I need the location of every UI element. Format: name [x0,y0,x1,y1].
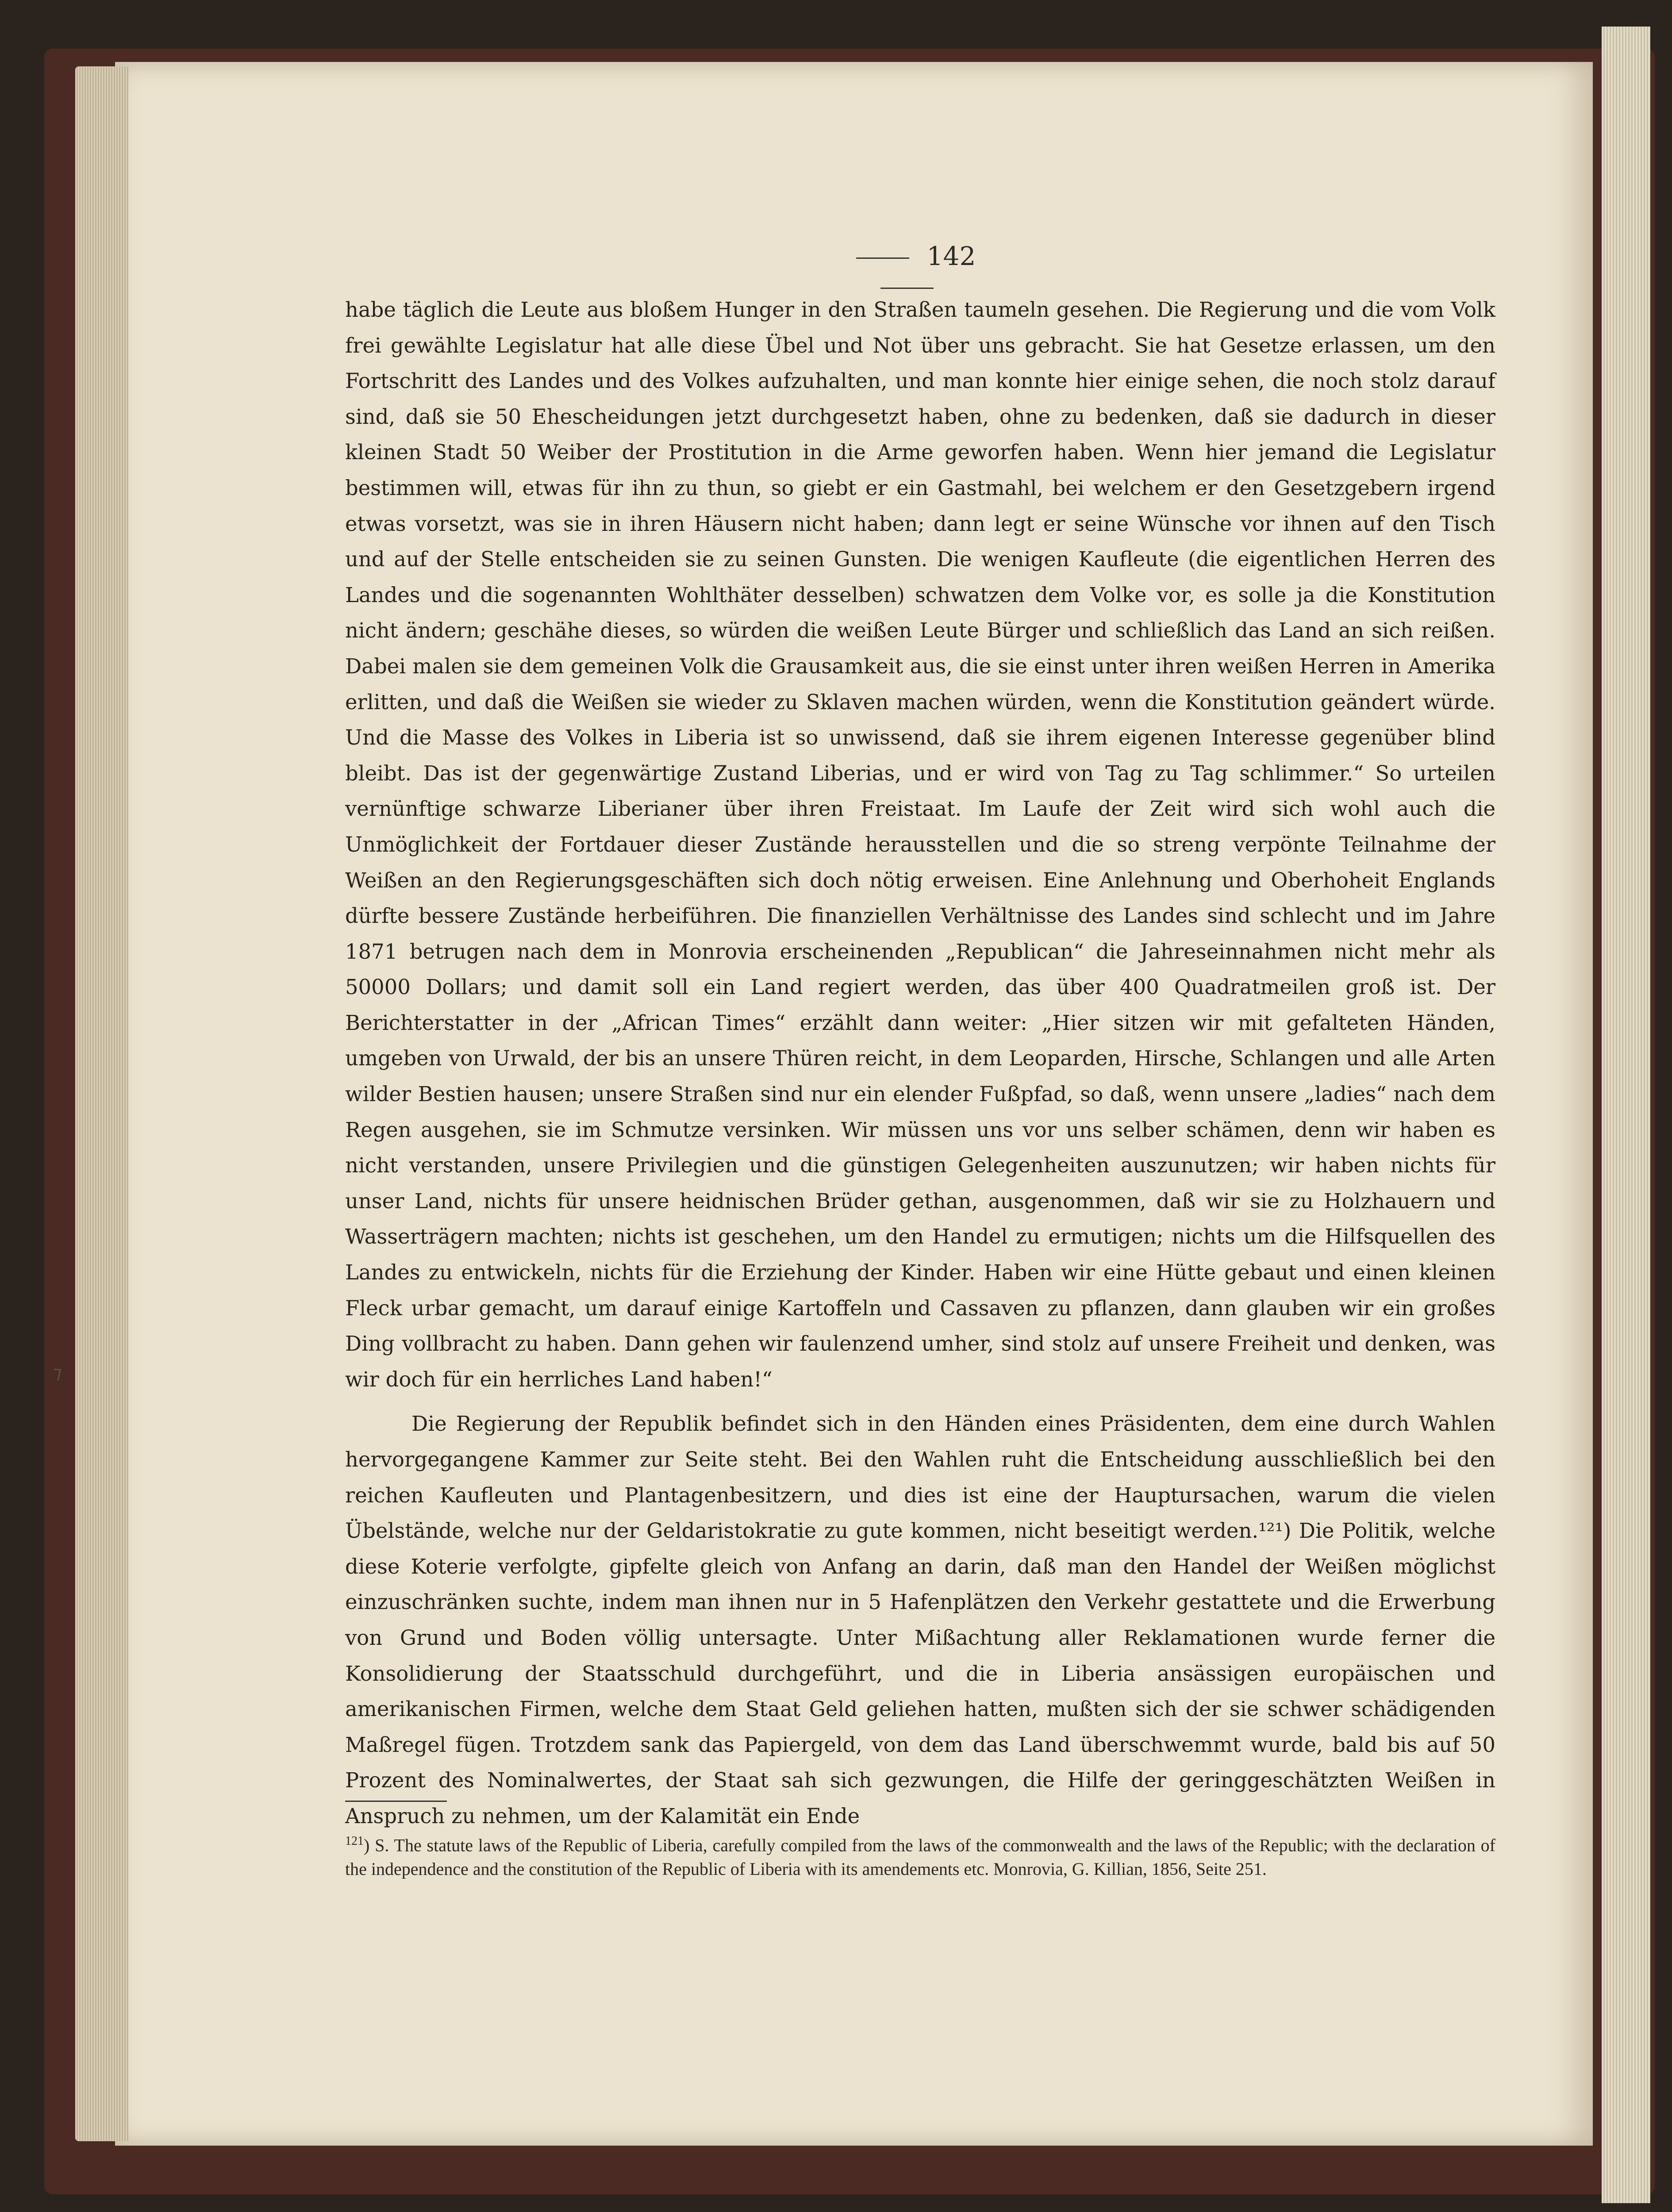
footnote-divider [345,1801,447,1802]
footnote-marker: 121 [345,1834,364,1848]
page-number: 142 [796,241,1018,301]
footnote [345,1829,1495,1881]
paragraph-1: habe täglich die Leute aus bloßem Hunger in den Straßen taumeln gesehen. Die Regierung und die vom Volk frei gewählte Legislatur hat alle diese Übel und Not über uns gebracht. Sie hat Gesetze erlassen, um den Fortschritt des Landes und des Volkes aufzuhalten, und man konnte hier einige sehen, die noch stolz darauf sind, daß sie 50 Ehescheidungen jetzt durchgesetzt haben, ohne zu bedenken, daß sie dadurch in dieser kleinen Stadt 50 Weiber der Prostitution in die Arme geworfen haben. Wenn hier jemand die Legislatur bestimmen will, etwas für ihn zu thun, so giebt er ein Gastmahl, bei welchem er den Gesetzgebern irgend etwas vorsetzt, was sie in ihren Häusern nicht haben; dann legt er seine Wünsche vor ihnen auf den Tisch und auf der Stelle entscheiden sie zu seinen Gunsten. Die wenigen Kaufleute (die eigentlichen Herren des Landes und die sogenannten Wohlthäter desselben) schwatzen dem Volke vor, es solle ja die Konstitution nicht ändern; geschähe dieses, so würden die weißen Leute Bürger und schließlich das Land an sich reißen. Dabei malen sie dem gemeinen Volk die Grausamkeit aus, die sie einst unter ihren weißen Herren in Amerika erlitten, und daß die Weißen sie wieder zu Sklaven machen würden, wenn die Konstitution geändert würde. Und die Masse des Volkes in Liberia ist so unwissend, daß sie ihrem eigenen Interesse gegenüber blind bleibt. Das ist der gegenwärtige Zustand Liberias, und er wird von Tag zu Tag schlimmer.“ So urteilen vernünftige schwarze Liberianer über ihren Freistaat. Im Laufe der Zeit wird sich wohl auch die Unmöglichkeit der Fortdauer dieser Zustände herausstellen und die so streng verpönte Teilnahme der Weißen an den Regierungsgeschäften sich doch nötig erweisen. Eine Anlehnung und Oberhoheit Englands dürfte bessere Zustände herbeiführen. Die finanziellen Verhältnisse des Landes sind schlecht und im Jahre 1871 betrugen nach dem in Monrovia erscheinenden „Republican“ die Jahreseinnahmen nicht mehr als 50000 Dollars; und damit soll ein Land regiert werden, das über 400 Quadratmeilen groß ist. Der Berichterstatter in der „African Times“ erzählt dann weiter: „Hier sitzen wir mit gefalteten Händen, umgeben von Urwald, der bis an unsere Thüren reicht, in dem Leoparden, Hirsche, Schlangen und alle Arten wilder Bestien hausen; unsere Straßen sind nur ein elender Fußpfad, so daß, wenn unsere „ladies“ nach dem Regen ausgehen, sie im Schmutze versinken. Wir müssen uns vor uns selber schämen, denn wir haben es nicht verstanden, unsere Privilegien und die günstigen Gelegenheiten auszunutzen; wir haben nichts für unser Land, nichts für unsere heidnischen Brüder gethan, ausgenommen, daß wir sie zu Holzhauern und Wasserträgern machten; nichts ist geschehen, um den Handel zu ermutigen; nichts um die Hilfsquellen des Landes zu entwickeln, nichts für die Erziehung der Kinder. Haben wir eine Hütte gebaut und einen kleinen Fleck urbar gemacht, um darauf einige Kartoffeln und Cassaven zu pflanzen, dann glauben wir ein großes Ding vollbracht zu haben. Dann gehen wir faulenzend umher, sind stolz auf unsere Freiheit und denken, was wir doch für ein herrliches Land haben!“ [345,298,1495,1391]
footnote-text: ) S. The statute laws of the Republic of Liberia, carefully compiled from the laws of the commonwealth and the laws of the Republic; with the declaration of the independence and the constitution of the Republic of Liberia with its amendements etc. Monrovia, G. Killian, 1856, Seite 251. [345,1835,1495,1879]
margin-pencil-mark: ⁊ [53,1363,62,1383]
right-page-edges [1602,27,1650,2203]
main-text [345,292,1495,1834]
left-page-edges [75,66,128,2141]
paragraph-2: Die Regierung der Republik befindet sich in den Händen eines Präsidenten, dem eine durch Wahlen hervorgegangene Kammer zur Seite steht. Bei den Wahlen ruht die Entscheidung ausschließlich bei den reichen Kaufleuten und Plantagenbesitzern, und dies ist eine der Hauptursachen, warum die vielen Übelstände, welche nur der Geldaristokratie zu gute kommen, nicht beseitigt werden.¹²¹) Die Politik, welche diese Koterie verfolgte, gipfelte gleich von Anfang an darin, daß man den Handel der Weißen möglichst einzuschränken suchte, indem man ihnen nur in 5 Hafenplätzen den Verkehr gestattete und die Erwerbung von Grund und Boden völlig untersagte. Unter Mißachtung aller Reklamationen wurde ferner die Konsolidierung der Staatsschuld durchgeführt, und die in Liberia ansässigen europäischen und amerikanischen Firmen, welche dem Staat Geld geliehen hatten, mußten sich der sie schwer schädigenden Maßregel fügen. Trotzdem sank das Papiergeld, von dem das Land überschwemmt wurde, bald bis auf 50 Prozent des Nominalwertes, der Staat sah sich gezwungen, die Hilfe der geringgeschätzten Weißen in Anspruch zu nehmen, um der Kalamität ein Ende [345,1412,1495,1828]
